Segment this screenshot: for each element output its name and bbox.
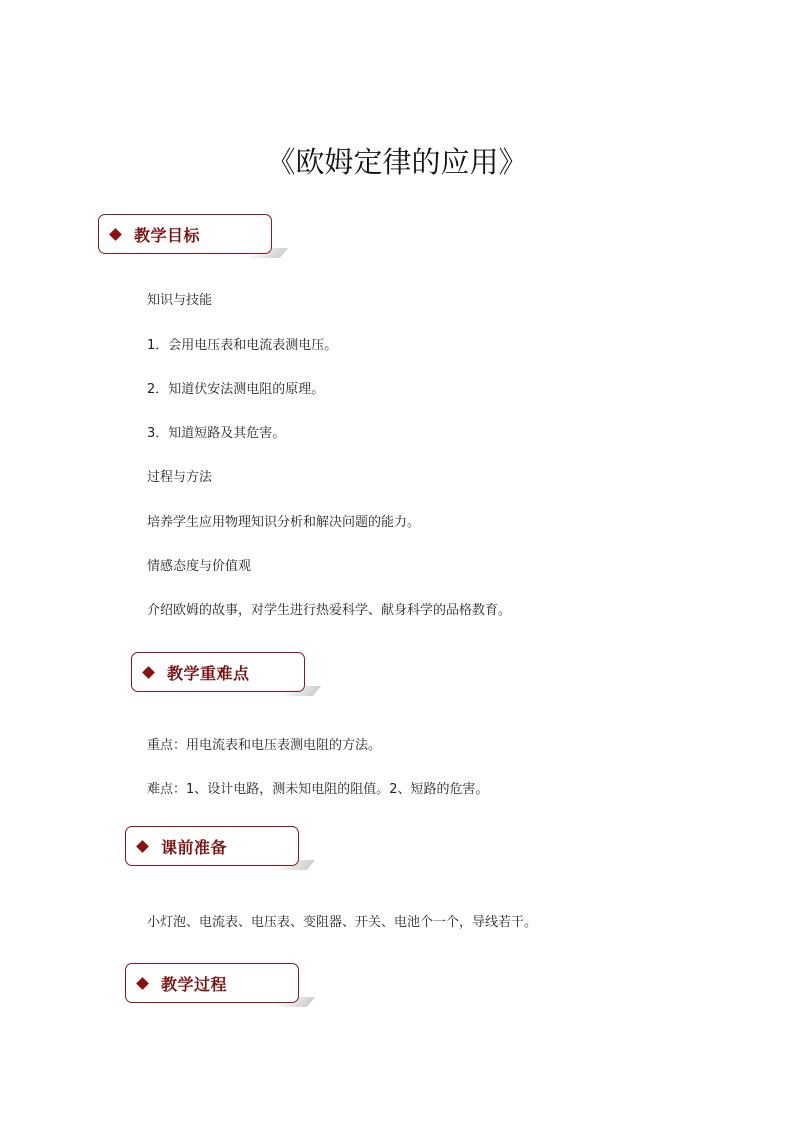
section-heading: 教学重难点 (167, 663, 250, 683)
paragraph: 3．知道短路及其危害。 (147, 426, 286, 441)
section-header-process (125, 963, 299, 1003)
paragraph: 知识与技能 (147, 293, 213, 308)
paragraph: 难点：1、设计电路，测未知电阻的阻值。2、短路的危害。 (147, 782, 489, 797)
diamond-icon (136, 977, 149, 990)
paragraph: 情感态度与价值观 (147, 559, 252, 574)
paragraph: 过程与方法 (147, 470, 213, 485)
diamond-icon (142, 666, 155, 679)
paragraph: 1．会用电压表和电流表测电压。 (147, 338, 338, 353)
diamond-icon (109, 228, 122, 241)
diamond-icon (136, 840, 149, 853)
paragraph: 小灯泡、电流表、电压表、变阻器、开关、电池个一个，导线若干。 (147, 915, 538, 930)
paragraph: 介绍欧姆的故事，对学生进行热爱科学、献身科学的品格教育。 (147, 603, 512, 618)
section-header-key-points (131, 652, 305, 692)
section-heading: 课前准备 (161, 837, 228, 857)
section-header-preparation (125, 826, 299, 866)
page-title: 《欧姆定律的应用》 (266, 145, 528, 179)
paragraph: 重点：用电流表和电压表测电阻的方法。 (147, 738, 382, 753)
paragraph: 培养学生应用物理知识分析和解决问题的能力。 (147, 515, 421, 530)
paragraph: 2．知道伏安法测电阻的原理。 (147, 382, 325, 397)
section-heading: 教学过程 (161, 974, 228, 994)
section-header-objectives (98, 214, 272, 254)
section-heading: 教学目标 (134, 225, 201, 245)
